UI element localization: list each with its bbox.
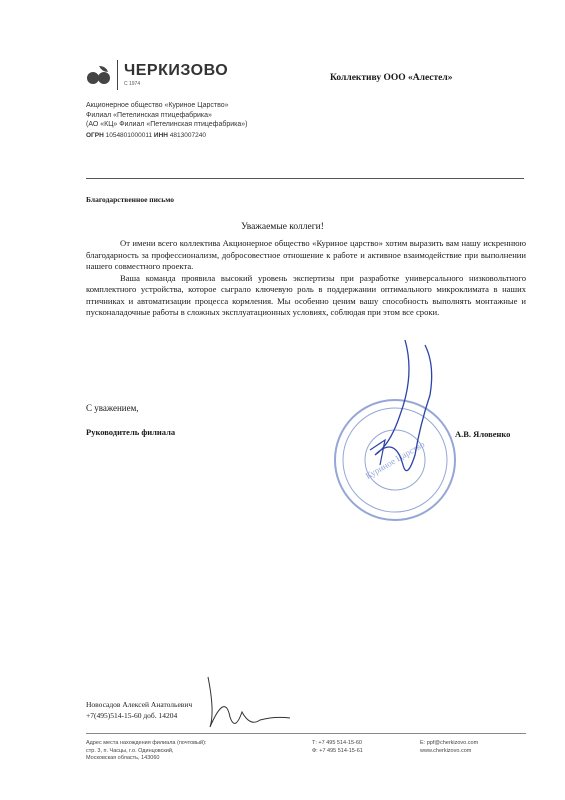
- logo-separator: [117, 60, 118, 90]
- cherkizovo-logo-icon: [86, 64, 112, 86]
- registration-numbers: [86, 132, 206, 139]
- body-paragraph: От имени всего коллектива Акционерное общество «Куриное царство» хотим выразить вам нашу искреннюю благодарность за профессионализм, добросовестное отношение к работе и активное взаимодействие при выполнении нашего совместного проекта.: [86, 238, 526, 271]
- logo-since: С 1974: [124, 81, 141, 87]
- footer-line: Московская область, 143060: [86, 755, 160, 761]
- footer-address: [86, 740, 206, 763]
- footer-line: Т: +7 495 514-15-60: [312, 740, 362, 746]
- contact-signature-icon: [180, 672, 300, 742]
- signature-icon: [345, 335, 465, 485]
- footer-web: [420, 740, 478, 755]
- contact-name: Новосадов Алексей Анатольевич: [86, 700, 193, 709]
- body-paragraph: Ваша команда проявила высокий уровень экспертизы при разработке универсального низковольтного комплектного устройства, которое сыграло ключевую роль в поддержании оптимального микроклимата в наших птичниках и автоматизации процесса кормления. Мы особенно ценим вашу способность выполнять монтажные и пусконаладочные работы в сложных эксплуатационных условиях, соблюдая при этом все сроки.: [86, 272, 526, 317]
- footer-line: Ф: +7 495 514-15-61: [312, 747, 363, 754]
- signatory-position: Руководитель филиала: [86, 427, 176, 437]
- inn-label: ИНН: [153, 132, 168, 139]
- salutation: Уважаемые коллеги!: [241, 222, 324, 232]
- ogrn-label: ОГРН: [86, 132, 104, 139]
- stamp-text: Куриное Царство: [363, 439, 427, 481]
- footer-website: www.cherkizovo.com: [420, 747, 472, 754]
- org-line: (АО «КЦ» Филиал «Петелинская птицефабрика»): [86, 121, 248, 128]
- document-title: Благодарственное письмо: [86, 195, 174, 204]
- inn-value: 4813007240: [169, 132, 206, 139]
- footer-divider: [86, 733, 526, 734]
- footer-email: E: ppf@cherkizovo.com: [420, 740, 479, 746]
- recipient: Коллективу ООО «Алестел»: [330, 73, 453, 83]
- org-line: Филиал «Петелинская птицефабрика»: [86, 111, 212, 119]
- footer-line: стр. 3, п. Часцы, г.о. Одинцовский,: [86, 747, 174, 754]
- logo-name: ЧЕРКИЗОВО: [124, 62, 229, 79]
- header-divider: [86, 178, 524, 179]
- letter-body: [86, 238, 526, 319]
- contact-phone: +7(495)514-15-60 доб. 14204: [86, 711, 178, 720]
- org-line: Акционерное общество «Куриное Царство»: [86, 102, 229, 109]
- organization-block: [86, 101, 247, 130]
- ogrn-value: 1054801000011: [105, 132, 153, 139]
- footer-phones: [312, 740, 363, 755]
- footer-line: Адрес места нахождения филиала (почтовый):: [86, 740, 207, 746]
- signatory-name: А.В. Яловенко: [455, 429, 511, 439]
- closing: С уважением,: [86, 403, 139, 413]
